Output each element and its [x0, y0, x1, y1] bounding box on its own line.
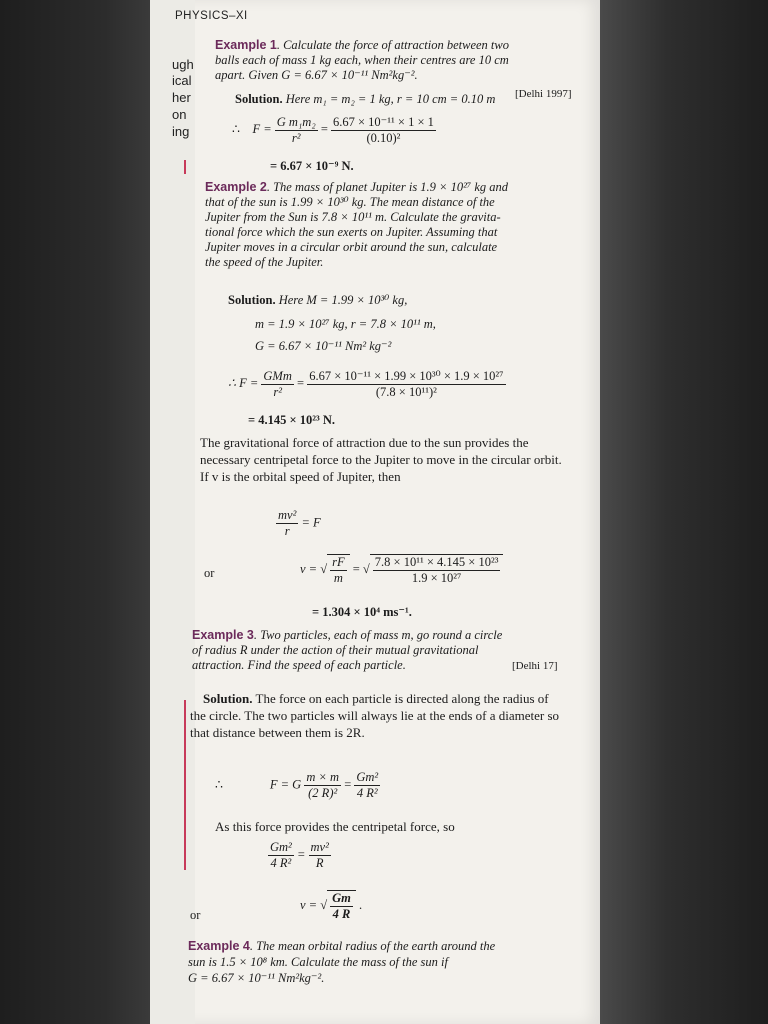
equation-lhs: v =	[300, 897, 318, 912]
fraction-numerator: G m₁m₂	[276, 114, 316, 129]
or-label: or	[204, 566, 215, 580]
example-1-line: . Calculate the force of attraction between two	[276, 38, 509, 52]
solution-label: Solution.	[203, 691, 253, 706]
fraction-denominator: r	[284, 524, 290, 538]
margin-fragment: ical	[172, 73, 192, 88]
speed-equation: v = √ $\frac{Gm}{4 R}$ .	[300, 891, 363, 921]
fraction-numerator: mv²	[310, 840, 329, 854]
fraction-denominator: r²	[291, 130, 301, 145]
therefore-symbol: ∴	[215, 777, 223, 792]
margin-fragment: ugh	[172, 57, 194, 72]
solution-text: Here m₁ = m₂ = 1 kg, r = 10 cm = 0.10 m	[285, 92, 496, 106]
example-2-line: Jupiter from the Sun is 7.8 × 10¹¹ m. Calculate the gravita-	[205, 210, 501, 224]
example-3-line: of radius R under the action of their mutual gravitational	[192, 643, 479, 657]
example-4-text	[188, 938, 573, 986]
fraction-denominator: 4 R²	[356, 786, 378, 800]
fraction-numerator: 6.67 × 10⁻¹¹ × 1 × 1	[333, 115, 434, 129]
red-margin-mark	[184, 160, 186, 174]
fraction-numerator: Gm	[332, 891, 351, 905]
fraction-denominator: 1.9 × 10²⁷	[411, 571, 462, 585]
example-1-title: Example 1	[215, 38, 277, 52]
solution-text: The force on each particle is directed along the radius of the circle. The two particles will always lie at the ends of a diameter so that distance between them is 2R.	[190, 691, 560, 740]
example-1-reference: [Delhi 1997]	[515, 88, 572, 100]
therefore-symbol: ∴	[232, 121, 240, 136]
centripetal-balance-equation: $\frac{\text{Gm²}}{\text{4 R²}}$ = $\frac{\text{mv²}}{R}$	[270, 840, 329, 870]
example-2-line: . The mass of planet Jupiter is 1.9 × 10²⁷ kg and	[266, 180, 509, 194]
equation-lhs: ∴ F =	[228, 375, 259, 390]
fraction-numerator: rF	[332, 555, 345, 569]
margin-fragment: her	[172, 90, 191, 105]
example-1-solution	[235, 92, 495, 107]
example-3-paragraph: As this force provides the centripetal force, so	[215, 819, 455, 834]
fraction-numerator: 6.67 × 10⁻¹¹ × 1.99 × 10³⁰ × 1.9 × 10²⁷	[309, 369, 504, 383]
equation-lhs: F = G	[269, 777, 302, 792]
example-2-given: m = 1.9 × 10²⁷ kg, r = 7.8 × 10¹¹ m,	[255, 317, 436, 331]
example-3-solution	[190, 690, 565, 741]
example-3-title: Example 3	[192, 628, 254, 642]
fraction-denominator: m	[333, 571, 343, 585]
margin-fragment: ing	[172, 124, 190, 139]
solution-label: Solution.	[235, 92, 283, 106]
example-1-line: apart. Given G = 6.67 × 10⁻¹¹ Nm²kg⁻².	[215, 68, 418, 82]
fraction-denominator: (2 R)²	[308, 786, 338, 800]
equation-rhs: = F	[301, 515, 321, 530]
example-1-force-equation: ∴ F = $\frac{\text{G m₁m₂}}{\text{r²}}$ = $\frac{\text{6.67 × 10⁻¹¹ × 1 × 1}}{\text{(0.10)²}}$	[232, 114, 434, 145]
or-label: or	[190, 908, 201, 922]
margin-fragment: on	[172, 107, 187, 122]
fraction-numerator: 7.8 × 10¹¹ × 4.145 × 10²³	[374, 555, 499, 569]
solution-text: Here M = 1.99 × 10³⁰ kg,	[278, 293, 408, 307]
example-1-result: = 6.67 × 10⁻⁹ N.	[270, 159, 354, 173]
fraction-numerator: mv²	[278, 508, 297, 522]
fraction-numerator: Gm²	[270, 840, 292, 854]
fraction-denominator: 4 R²	[270, 856, 292, 870]
speed-equation: v = √ $\frac{rF}{m}$ = √ $\frac{\text{7.8 × 10¹¹ × 4.145 × 10²³}}{\text{1.9 × 10²⁷}}$	[300, 554, 503, 586]
example-2-line: tional force which the sun exerts on Jupiter. Assuming that	[205, 225, 498, 239]
example-2-solution	[228, 292, 407, 308]
example-2-line: that of the sun is 1.99 × 10³⁰ kg. The mean distance of the	[205, 195, 495, 209]
right-background	[600, 0, 768, 1024]
example-4-title: Example 4	[188, 939, 250, 953]
example-3-line: . Two particles, each of mass m, go round a circle	[253, 628, 503, 642]
example-3-line: attraction. Find the speed of each particle.	[192, 658, 406, 672]
fraction-denominator: r²	[273, 384, 282, 399]
centripetal-equation	[276, 508, 321, 539]
solution-label: Solution.	[228, 293, 276, 307]
red-margin-mark	[184, 700, 186, 870]
fraction-numerator: m × m	[306, 770, 340, 784]
example-4-line: G = 6.67 × 10⁻¹¹ Nm²kg⁻².	[188, 971, 325, 985]
equation-lhs: F =	[252, 121, 272, 136]
example-1-line: balls each of mass 1 kg each, when their centres are 10 cm	[215, 53, 509, 67]
page-header: PHYSICS–XI	[175, 10, 248, 22]
example-2-paragraph: The gravitational force of attraction due to the sun provides the necessary centripetal force to the Jupiter to move in the circular orbit. If v is the orbital speed of Jupiter, then	[200, 435, 562, 484]
example-2-line: Jupiter moves in a circular orbit around the sun, calculate	[205, 240, 498, 254]
left-background	[0, 0, 150, 1024]
book-page	[150, 0, 600, 1024]
fraction-numerator: GMm	[263, 368, 292, 383]
fraction-denominator: 4 R	[332, 907, 351, 921]
example-2-force-equation: ∴ F = $\frac{\text{GMm}}{\text{r²}}$ = $\frac{\text{6.67 × 10⁻¹¹ × 1.99 × 10³⁰ × 1.9 × 10²⁷}}{\text{(7.8 × 10¹¹)²}}$	[228, 368, 504, 399]
fraction-denominator: (0.10)²	[366, 131, 401, 145]
example-2-text	[205, 180, 575, 270]
fraction-denominator: (7.8 × 10¹¹)²	[375, 385, 437, 399]
fraction-denominator: R	[315, 856, 324, 870]
example-3-force-equation: ∴ F = G $\frac{m \times m}{\text{(2 R)²}}$ = $\frac{\text{Gm²}}{\text{4 R²}}$	[215, 770, 379, 800]
speed-result: = 1.304 × 10⁴ ms⁻¹.	[312, 605, 412, 619]
example-2-line: the speed of the Jupiter.	[205, 255, 324, 269]
example-2-title: Example 2	[205, 180, 267, 194]
example-4-line: . The mean orbital radius of the earth around the	[249, 939, 496, 953]
example-2-result: = 4.145 × 10²³ N.	[248, 413, 336, 427]
equation-lhs: v =	[300, 561, 318, 576]
example-3-reference: [Delhi 17]	[512, 660, 558, 672]
example-1-text	[215, 38, 575, 83]
left-margin-strip	[150, 0, 195, 1024]
fraction-numerator: Gm²	[356, 770, 379, 784]
example-2-given: G = 6.67 × 10⁻¹¹ Nm² kg⁻²	[255, 339, 392, 353]
example-4-line: sun is 1.5 × 10⁸ km. Calculate the mass of the sun if	[188, 955, 448, 969]
